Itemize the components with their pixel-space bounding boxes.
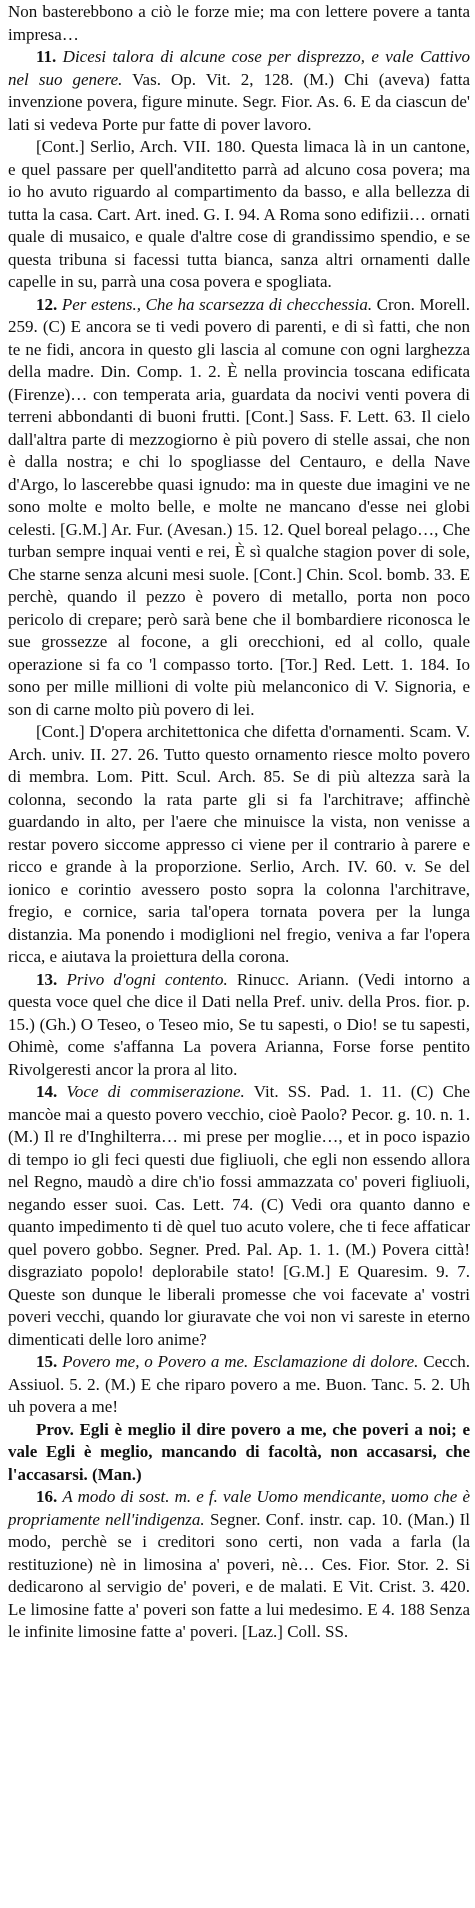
entry-definition: Voce di commiserazione. xyxy=(66,1082,245,1101)
citation: [G.M.] E Quaresim. 9. 7. Queste son dunque le liberali promesse che voi facevate a' vostri poveri vecchi, quando lor giuravate che voi non vi sareste in eterno dimenticati delle loro anime? xyxy=(8,1262,471,1349)
entry-13 xyxy=(8,969,470,1082)
citation: [Cont.] Sass. F. Lett. 63. Il cielo dall'altra parte di mezzogiorno è più povero di stelle assai, che non è dalla nostra; e chi lo spogliasse del Centauro, e della Nave d'Argo, lo lascerebbe quasi ignudo: ma in queste due imagini ve ne sono molte e molto belle, e molte ne mancano d'esse nei globi celesti. xyxy=(8,407,470,539)
citation: Segner. Conf. instr. cap. 10. (Man.) Il modo, perchè se i creditori sono certi, non vada a farla (la restituzione) nè in limosina a' poveri, nè… xyxy=(8,1509,471,1574)
citation: [Cont.] Serlio, Arch. VII. 180. Questa limaca là in un cantone, e quel passare per quell'anditetto parrà ad alcuno cosa povera; ma io ho avuto riguardo al compartimento da basso, e alla bellezza di tutta la casa. xyxy=(8,137,470,224)
citation: Rinucc. Ariann. (Vedi intorno a questa voce quel che dice il Dati nella Pref. univ. della Pros. fior. p. 15.) (Gh.) O Teseo, o Teseo mio, Se tu sapesti, o Dio! se tu sapesti, Ohimè, come s'affanna La povera Arianna, Forse forse pentito Rivolgeresti ancor la prora al lito. xyxy=(8,969,471,1079)
citation: E Vit. Crist. 3. 420. Le limosine fatte a' poveri son fatte a lui medesimo. xyxy=(8,1577,471,1619)
entry-number: 11. xyxy=(36,47,57,66)
entry-11 xyxy=(8,46,470,136)
citation: Lom. Pitt. Scul. Arch. 85. Se di più altezza sarà la colonna, secondo la rata parte gli si fa l'architrave; affinchè guardando in alto, per l'aere che minuisce la vista, non venisse a restar povero siccome appresso ci viene per il contrario à parere e ricco e grande à la proporzione. xyxy=(8,767,470,876)
proverb-text: Prov. Egli è meglio il dire povero a me, che poveri a noi; e vale Egli è meglio, mancando di facoltà, non accasarsi, che l'accasarsi. (Man.) xyxy=(8,1419,470,1484)
entry-12 xyxy=(8,294,470,722)
citation: Serlio, Arch. IV. 60. v. Se del ionico e corintio avessero posto sopra la colonna l'architrave, fregio, e cornice, saria tal'opera tornata povera per la lunga distanzia. Ma ponendo i modiglioni nel fregio, veniva a far l'opera ricca, e aiutava la proiettura della corona. xyxy=(8,857,470,966)
citation: Cas. Lett. 74. (C) Vedi ora quanto danno e quanto impedimento ti dè quel tuo acuto volere, che ti fece affaticar quel povero gobbo. xyxy=(8,1194,470,1259)
entry-number: 12. xyxy=(36,294,58,314)
entry-12-continued xyxy=(8,721,470,969)
citation: Vas. Op. Vit. 2, 128. (M.) Chi (aveva) fatta invenzione povera, figure minute. xyxy=(8,69,470,111)
citation: [Tor.] Red. Lett. 1. 184. Io sono per mille millioni di volte più melanconico di V. Signoria, e son di carne molto più povero di lei. xyxy=(8,654,470,719)
entry-15 xyxy=(8,1351,470,1419)
entry-continuation xyxy=(8,1,470,46)
citation: Segr. Fior. As. 6. E da ciascun de' lati si vedeva Porte pur fatte di pover lavoro. xyxy=(8,92,470,134)
citation: Cron. Morell. 259. (C) E ancora se ti vedi povero di parenti, e di sì fatti, che non te ne fidi, ancora in questo gli lascia al comune con ogni larghezza della madre. xyxy=(8,294,470,381)
continuation-text: Non basterebbono a ciò le forze mie; ma con lettere povere a tanta impresa… xyxy=(8,2,470,44)
citation: [Cont.] D'opera architettonica che difetta d'ornamenti. Scam. V. Arch. univ. II. 27. 26. Tutto questo ornamento riesce molto povero di membra. xyxy=(8,722,470,786)
entry-16 xyxy=(8,1486,470,1644)
citation: E 4. 188 Senza le infinite limosine fatte a' poveri. [Laz.] Coll. SS. xyxy=(8,1599,471,1641)
citation: Din. Comp. 1. 2. È nella provincia toscana edificata (Firenze)… con temperata aria, guardata da nocivi venti povera di terreni abbondanti di buoni frutti. xyxy=(8,362,470,426)
citation: Cecch. Assiuol. 5. 2. (M.) E che riparo povero a me. xyxy=(8,1352,470,1394)
entry-definition: Privo d'ogni contento. xyxy=(66,969,228,989)
entry-definition: Per estens., Che ha scarsezza di checchessia. xyxy=(61,294,373,314)
citation: Ces. Fior. Stor. 2. Si dedicarono al servigio de' poveri, e de malati. xyxy=(8,1554,471,1596)
citation: [Cont.] Chin. Scol. bomb. 33. E perchè, quando il pezzo è povero di metallo, porta non poco pericolo di crepare; però sarà bene che il bombardiere riconosca le sue grossezze al focone, a gli orecchioni, ed al collo, quale operazione si fa co 'l compasso torto. xyxy=(8,564,471,674)
entry-number: 15. xyxy=(36,1352,58,1371)
entry-number: 16. xyxy=(36,1487,58,1506)
citation: [G.M.] Ar. Fur. (Avesan.) 15. 12. Quel boreal pelago…, Che turban sempre inquai venti e rei, È sì qualche stagion pover di sole, Che starne senza alcuni mesi suole. xyxy=(8,519,471,584)
entry-definition: A modo di sost. m. e f. vale Uomo mendicante, uomo che è propriamente nell'indigenza. xyxy=(8,1487,471,1529)
entry-number: 13. xyxy=(36,969,58,989)
entry-14 xyxy=(8,1081,470,1351)
citation: Vit. SS. Pad. 1. 11. (C) Che mancòe mai a questo povero vecchio, cioè Paolo? xyxy=(8,1082,470,1124)
entry-11-continued xyxy=(8,136,470,294)
citation: Pecor. g. 10. n. 1. (M.) Il re d'Inghilterra… mi prese per moglie…, et in poco ispazio di tempo io gli feci questi due figliuoli, che egli non essendo allora nel Regno, maudò a dire ch'io fossi ammazzata co' poveri figliuoli, negando esser suoi. xyxy=(8,1104,470,1214)
citation: Buon. Tanc. 5. 2. Uh uh povera a me! xyxy=(8,1374,471,1416)
citation: Cart. Art. ined. G. I. 94. A Roma sono edifizii… ornati quale di musaico, e quale d'altre cose di grandissimo spendio, e se questa tribuna si facessi tutta bianca, sanza altri ornamenti dalle capelle in su, parrà una cosa povera e spogliata. xyxy=(8,204,470,291)
citation: Segner. Pred. Pal. Ap. 1. 1. (M.) Povera città! disgraziato popolo! deplorabile stato! xyxy=(8,1239,470,1281)
entry-15-proverb xyxy=(8,1419,470,1487)
entry-number: 14. xyxy=(36,1082,58,1101)
entry-definition: Dicesi talora di alcune cose per disprezzo, e vale Cattivo nel suo genere. xyxy=(8,47,470,89)
entry-definition: Povero me, o Povero a me. Esclamazione di dolore. xyxy=(62,1352,419,1371)
